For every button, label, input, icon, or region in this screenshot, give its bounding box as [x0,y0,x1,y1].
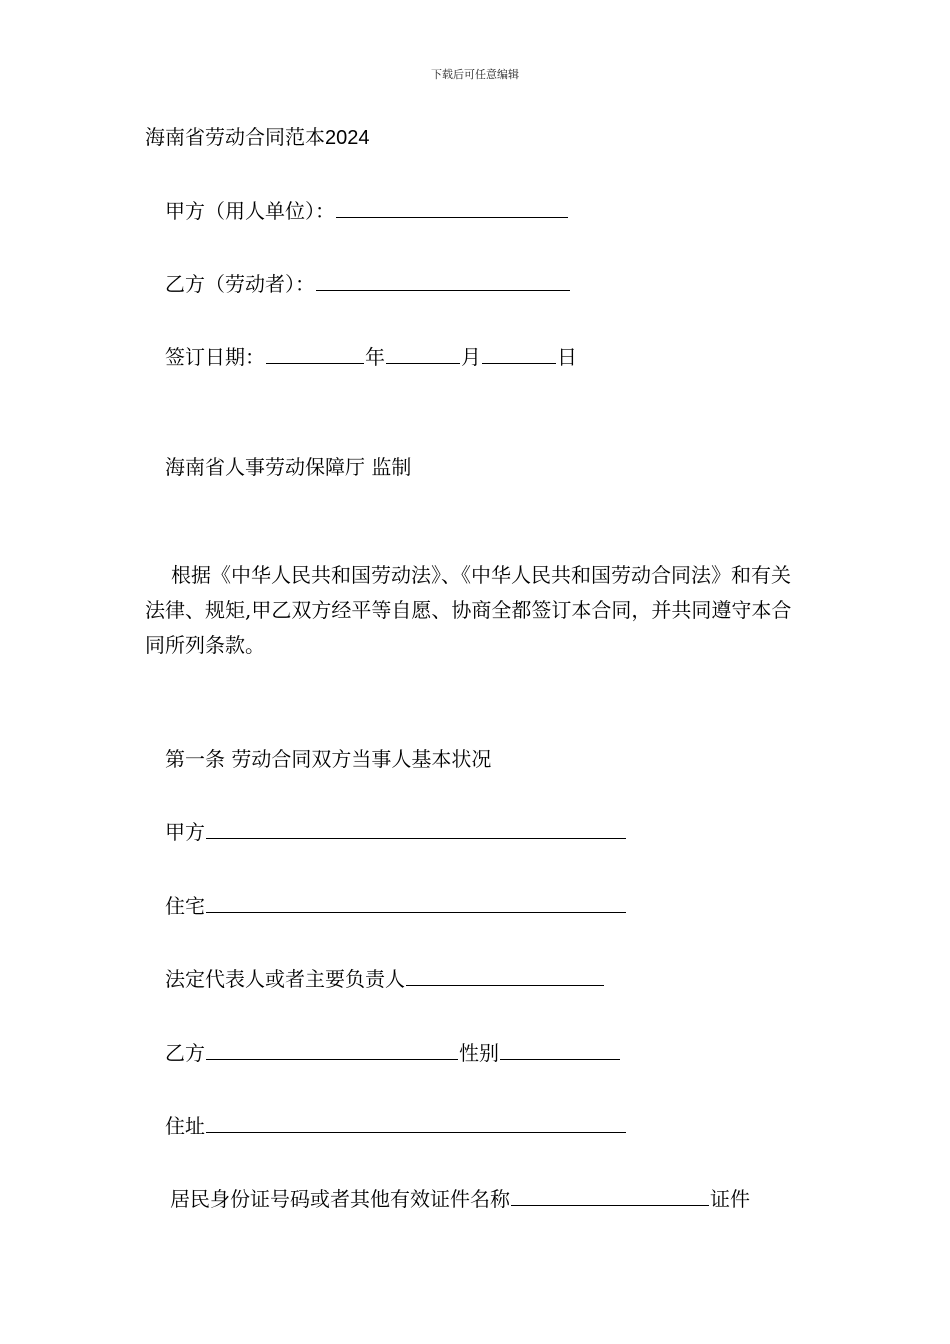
article1-gender-label: 性别 [459,1041,499,1065]
sign-date-line [165,343,577,370]
sign-year-blank[interactable] [266,343,364,364]
article1-id-line [170,1185,750,1212]
party-b-label: 乙方（劳动者）： [165,272,315,296]
month-label: 月 [461,345,481,369]
article1-legal-rep-line [165,965,605,992]
party-a-line [165,197,569,224]
party-a-blank[interactable] [336,197,568,218]
year-label: 年 [365,345,385,369]
day-label: 日 [557,345,577,369]
article1-legal-rep-blank[interactable] [406,965,604,986]
party-b-blank[interactable] [316,270,570,291]
article1-id-blank[interactable] [511,1185,709,1206]
article1-residence-label: 住宅 [165,894,205,918]
article1-party-b-line [165,1039,621,1066]
sign-month-blank[interactable] [386,343,460,364]
sign-day-blank[interactable] [482,343,556,364]
article1-party-a-label: 甲方 [165,820,205,844]
document-title-text: 海南省劳动合同范本 [145,125,325,149]
article1-party-b-label: 乙方 [165,1041,205,1065]
party-b-line [165,270,571,297]
article1-address-line [165,1112,627,1139]
article1-party-a-blank[interactable] [206,818,626,839]
article1-address-blank[interactable] [206,1112,626,1133]
article1-party-a-line [165,818,627,845]
article1-heading: 第一条 劳动合同双方当事人基本状况 [165,747,492,771]
article1-id-suffix: 证件 [710,1187,750,1211]
article1-party-b-blank[interactable] [206,1039,458,1060]
party-a-label: 甲方（用人单位）： [165,199,335,223]
article1-legal-rep-label: 法定代表人或者主要负责人 [165,967,405,991]
article1-gender-blank[interactable] [500,1039,620,1060]
article1-residence-line [165,892,627,919]
header-note: 下载后可任意编辑 [431,68,519,81]
preamble-paragraph: 根据《中华人民共和国劳动法》、《中华人民共和国劳动合同法》和有关法律、规矩,甲乙双方经平等自愿、协商全都签订本合同，并共同遵守本合同所列条款。 [145,563,792,657]
article1-id-label: 居民身份证号码或者其他有效证件名称 [170,1187,510,1211]
article1-residence-blank[interactable] [206,892,626,913]
document-title [145,124,370,151]
sign-date-label: 签订日期： [165,345,265,369]
issuer: 海南省人事劳动保障厅 监制 [165,455,412,479]
article1-address-label: 住址 [165,1114,205,1138]
document-title-year: 2024 [325,127,370,149]
